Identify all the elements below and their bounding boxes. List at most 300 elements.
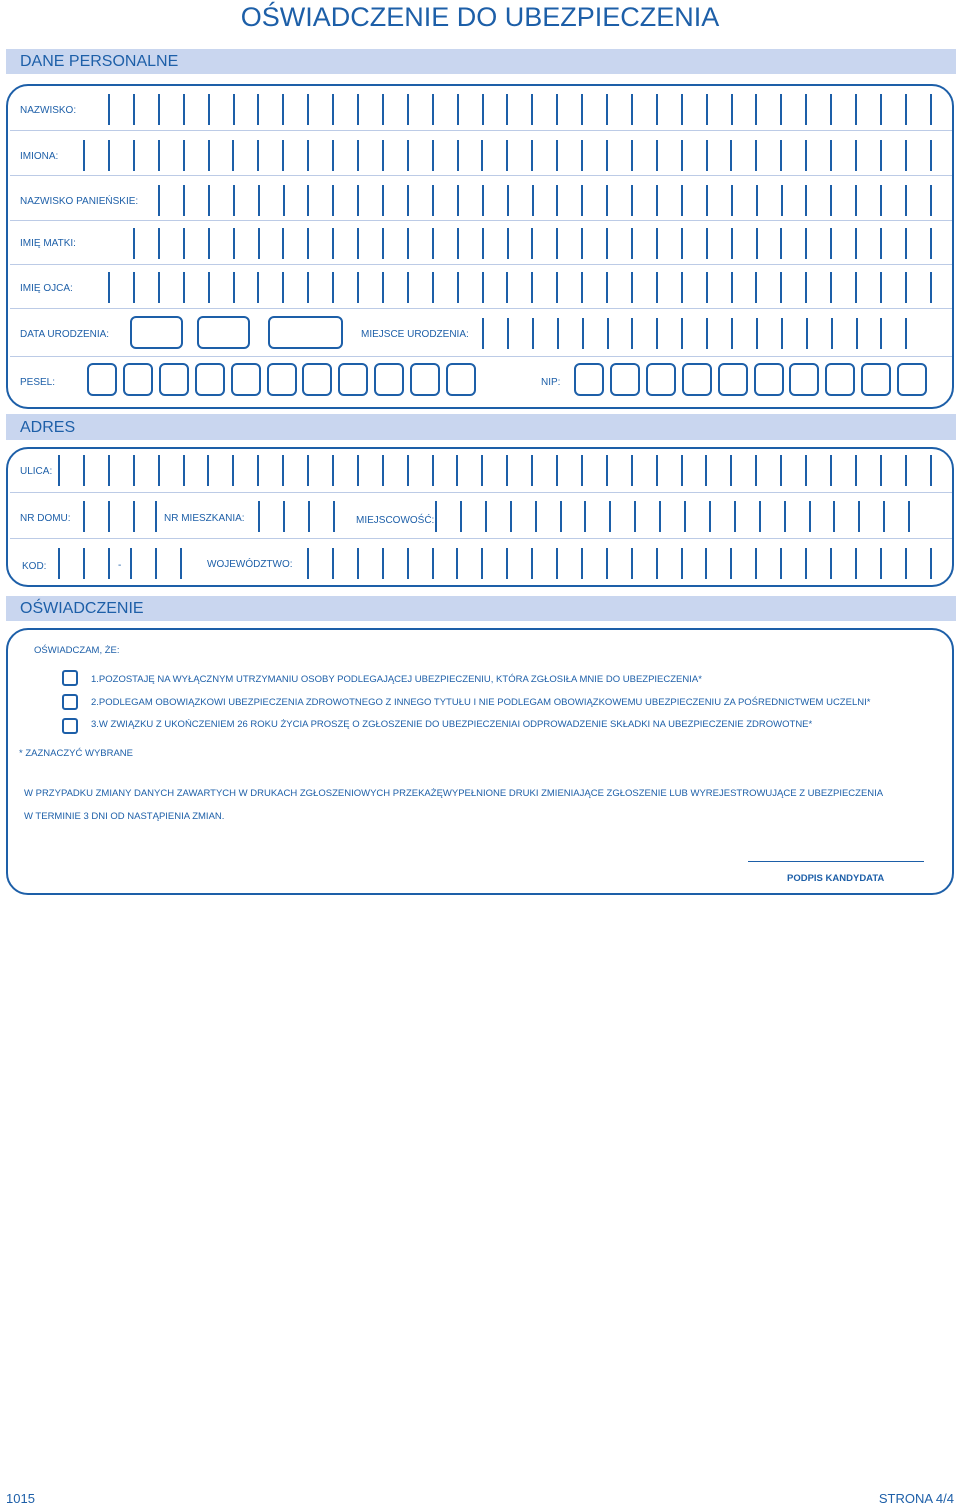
cell-divider [581,228,583,259]
cell-divider [357,548,359,579]
cell-divider [755,94,757,125]
cell-divider [130,548,132,579]
cell-divider [681,318,683,349]
digit-box[interactable] [610,363,640,396]
cell-divider [482,272,484,303]
cell-divider [233,272,235,303]
cell-divider [556,94,558,125]
cell-divider [805,455,807,486]
cell-divider [805,228,807,259]
cell-divider [830,272,832,303]
digit-box[interactable] [231,363,261,396]
declaration-intro: OŚWIADCZAM, ŻE: [34,645,120,656]
cell-divider [133,272,135,303]
cell-divider [880,94,882,125]
digit-box[interactable] [87,363,117,396]
cell-divider [307,185,309,216]
cell-divider [734,501,736,532]
cell-divider [482,94,484,125]
cell-divider [659,501,661,532]
cell-divider [731,318,733,349]
cell-divider [357,272,359,303]
cell-divider [656,318,658,349]
cell-divider [684,501,686,532]
cell-divider [880,318,882,349]
declaration-panel [6,628,954,895]
nip-label: NIP: [541,377,561,388]
cell-divider [631,185,633,216]
digit-box[interactable] [789,363,819,396]
cell-divider [332,94,334,125]
cell-divider [108,94,110,125]
cell-divider [581,140,583,171]
cell-divider [83,548,85,579]
cell-divider [531,228,533,259]
digit-box[interactable] [754,363,784,396]
page-title: OŚWIADCZENIE DO UBEZPIECZENIA [240,2,720,32]
cell-divider [357,228,359,259]
footnote: * ZAZNACZYĆ WYBRANE [19,748,134,759]
cell-divider [307,94,309,125]
voivodeship-label: WOJEWÓDZTWO: [207,559,293,570]
cell-divider [407,94,409,125]
cell-divider [481,455,483,486]
cell-divider [709,501,711,532]
cell-divider [83,140,85,171]
cell-divider [457,272,459,303]
cell-divider [531,272,533,303]
cell-divider [705,548,707,579]
cell-divider [755,548,757,579]
cell-divider [681,94,683,125]
cell-divider [755,455,757,486]
digit-box[interactable] [861,363,891,396]
cell-divider [581,94,583,125]
cell-divider [158,455,160,486]
separator [10,492,952,493]
cell-divider [880,228,882,259]
cell-divider [556,455,558,486]
cell-divider [656,140,658,171]
cell-divider [830,548,832,579]
father-name-label: IMIĘ OJCA: [20,283,73,294]
cell-divider [681,185,683,216]
cell-divider [780,94,782,125]
cell-divider [607,318,609,349]
cell-divider [606,455,608,486]
cell-divider [631,318,633,349]
birth-day-box[interactable] [130,316,183,349]
cell-divider [456,455,458,486]
cell-divider [930,228,932,259]
cell-divider [880,272,882,303]
cell-divider [432,94,434,125]
cell-divider [606,548,608,579]
cell-divider [155,548,157,579]
cell-divider [283,185,285,216]
cell-divider [809,501,811,532]
cell-divider [880,185,882,216]
cell-divider [133,140,135,171]
digit-box[interactable] [682,363,712,396]
cell-divider [357,455,359,486]
surname-label: NAZWISKO: [20,105,77,116]
cell-divider [681,455,683,486]
cell-divider [432,272,434,303]
cell-divider [706,185,708,216]
section-header-declaration [6,596,956,621]
cell-divider [905,94,907,125]
cell-divider [756,185,758,216]
cell-divider [158,185,160,216]
cell-divider [407,455,409,486]
cell-divider [357,185,359,216]
address-panel [6,447,954,587]
cell-divider [606,228,608,259]
cell-divider [780,140,782,171]
cell-divider [133,228,135,259]
separator [10,356,952,357]
cell-divider [930,140,932,171]
birth-month-box[interactable] [197,316,250,349]
cell-divider [407,272,409,303]
section-title: ADRES [20,419,76,436]
option-3-label: 3.W ZWIĄZKU Z UKOŃCZENIEM 26 ROKU ŻYCIA PROSZĘ O ZGŁOSZENIE DO UBEZPIECZENIAI ODPROWADZENIE SKŁADKI NA UBEZPIECZENIE ZDROWOTNE* [91,719,813,730]
cell-divider [133,94,135,125]
cell-divider [332,140,334,171]
cell-divider [208,94,210,125]
digit-box[interactable] [159,363,189,396]
cell-divider [556,548,558,579]
cell-divider [485,501,487,532]
cell-divider [606,140,608,171]
cell-divider [556,185,558,216]
cell-divider [706,140,708,171]
cell-divider [905,228,907,259]
cell-divider [257,272,259,303]
cell-divider [557,318,559,349]
digit-box[interactable] [718,363,748,396]
cell-divider [730,140,732,171]
cell-divider [855,94,857,125]
cell-divider [656,455,658,486]
notice-line-2: W TERMINIE 3 DNI OD NASTĄPIENIA ZMIAN. [24,811,225,822]
cell-divider [382,455,384,486]
separator [10,264,952,265]
option-1-checkbox[interactable] [62,670,78,686]
cell-divider [759,501,761,532]
cell-divider [282,455,284,486]
cell-divider [531,548,533,579]
section-title: OŚWIADCZENIE [20,600,144,617]
cell-divider [233,185,235,216]
separator [10,130,952,131]
cell-divider [780,228,782,259]
cell-divider [307,228,309,259]
cell-divider [606,94,608,125]
cell-divider [481,140,483,171]
cell-divider [805,548,807,579]
cell-divider [108,140,110,171]
cell-divider [258,228,260,259]
maiden-name-label: NAZWISKO PANIEŃSKIE: [20,196,139,207]
cell-divider [930,455,932,486]
cell-divider [730,548,732,579]
digit-box[interactable] [267,363,297,396]
cell-divider [435,501,437,532]
digit-box[interactable] [646,363,676,396]
section-title: DANE PERSONALNE [20,53,179,70]
cell-divider [930,94,932,125]
cell-divider [855,140,857,171]
digit-box[interactable] [338,363,368,396]
cell-divider [532,185,534,216]
signature-line[interactable] [748,861,924,862]
cell-divider [108,548,110,579]
cell-divider [856,318,858,349]
option-2-checkbox[interactable] [62,694,78,710]
cell-divider [407,185,409,216]
cell-divider [407,548,409,579]
cell-divider [506,94,508,125]
cell-divider [631,455,633,486]
cell-divider [507,228,509,259]
cell-divider [482,228,484,259]
cell-divider [332,455,334,486]
cell-divider [805,272,807,303]
cell-divider [257,455,259,486]
cell-divider [532,318,534,349]
cell-divider [482,318,484,349]
cell-divider [805,185,807,216]
cell-divider [656,185,658,216]
digit-box[interactable] [195,363,225,396]
cell-divider [830,185,832,216]
cell-divider [332,272,334,303]
cell-divider [730,455,732,486]
cell-divider [556,228,558,259]
cell-divider [457,94,459,125]
cell-divider [432,228,434,259]
cell-divider [257,140,259,171]
cell-divider [905,548,907,579]
digit-box[interactable] [302,363,332,396]
cell-divider [905,455,907,486]
cell-divider [806,318,808,349]
digit-box[interactable] [123,363,153,396]
cell-divider [407,140,409,171]
cell-divider [880,140,882,171]
birth-place-label: MIEJSCE URODZENIA: [361,329,469,340]
cell-divider [880,548,882,579]
cell-divider [282,228,284,259]
cell-divider [755,140,757,171]
cell-divider [133,501,135,532]
cell-divider [158,228,160,259]
cell-divider [855,272,857,303]
separator-tick [155,501,157,532]
cell-divider [460,501,462,532]
street-label: ULICA: [20,466,53,477]
cell-divider [805,140,807,171]
cell-divider [581,455,583,486]
cell-divider [780,455,782,486]
cell-divider [780,548,782,579]
cell-divider [581,185,583,216]
cell-divider [830,94,832,125]
cell-divider [930,548,932,579]
cell-divider [556,272,558,303]
cell-divider [780,272,782,303]
cell-divider [307,140,309,171]
cell-divider [108,455,110,486]
digit-box[interactable] [446,363,476,396]
cell-divider [930,185,932,216]
digit-box[interactable] [374,363,404,396]
flat-no-label: NR MIESZKANIA: [164,513,245,524]
cell-divider [531,455,533,486]
cell-divider [582,318,584,349]
digit-box[interactable] [574,363,604,396]
cell-divider [609,501,611,532]
cell-divider [883,501,885,532]
cell-divider [332,548,334,579]
cell-divider [382,548,384,579]
cell-divider [631,548,633,579]
form-code: 1015 [6,1491,35,1506]
cell-divider [631,140,633,171]
cell-divider [510,501,512,532]
cell-divider [581,548,583,579]
cell-divider [681,272,683,303]
cell-divider [208,140,210,171]
cell-divider [183,455,185,486]
cell-divider [531,140,533,171]
cell-divider [258,501,260,532]
cell-divider [706,228,708,259]
cell-divider [382,185,384,216]
cell-divider [781,318,783,349]
cell-divider [208,272,210,303]
cell-divider [506,272,508,303]
signature-label: PODPIS KANDYDATA [787,873,885,884]
section-header-personal [6,49,956,74]
cell-divider [233,94,235,125]
cell-divider [855,185,857,216]
cell-divider [784,501,786,532]
cell-divider [731,185,733,216]
cell-divider [183,140,185,171]
cell-divider [158,272,160,303]
cell-divider [905,185,907,216]
cell-divider [233,228,235,259]
digit-box[interactable] [897,363,927,396]
cell-divider [332,185,334,216]
cell-divider [556,140,558,171]
cell-divider [283,501,285,532]
mother-name-label: IMIĘ MATKI: [20,238,76,249]
cell-divider [208,185,210,216]
cell-divider [282,272,284,303]
cell-divider [805,94,807,125]
cell-divider [880,455,882,486]
cell-divider [584,501,586,532]
cell-divider [382,140,384,171]
cell-divider [681,140,683,171]
cell-divider [307,455,309,486]
cell-divider [481,548,483,579]
cell-divider [631,94,633,125]
cell-divider [581,272,583,303]
cell-divider [531,94,533,125]
cell-divider [506,548,508,579]
cell-divider [908,501,910,532]
cell-divider [158,94,160,125]
personal-data-panel [6,84,954,409]
birth-date-label: DATA URODZENIA: [20,329,110,340]
cell-divider [257,94,259,125]
cell-divider [482,185,484,216]
cell-divider [705,455,707,486]
birth-year-box[interactable] [268,316,343,349]
cell-divider [432,548,434,579]
postal-code-label: KOD: [22,561,47,572]
cell-divider [507,318,509,349]
names-label: IMIONA: [20,151,59,162]
cell-divider [357,94,359,125]
section-header-address [6,414,956,440]
cell-divider [560,501,562,532]
cell-divider [208,228,210,259]
cell-divider [357,140,359,171]
cell-divider [108,272,110,303]
cell-divider [457,140,459,171]
cell-divider [432,455,434,486]
cell-divider [108,501,110,532]
cell-divider [183,272,185,303]
option-3-checkbox[interactable] [62,718,78,734]
cell-divider [905,318,907,349]
cell-divider [432,140,434,171]
cell-divider [631,228,633,259]
cell-divider [656,548,658,579]
postal-code-dash: - [118,560,122,571]
digit-box[interactable] [825,363,855,396]
pesel-label: PESEL: [20,377,56,388]
option-2-label: 2.PODLEGAM OBOWIĄZKOWI UBEZPIECZENIA ZDROWOTNEGO Z INNEGO TYTUŁU I NIE PODLEGAM OBOWIĄZKOWEMU UBEZPIECZENIU ZA POŚREDNICTWEM UCZELNI* [91,697,871,708]
cell-divider [307,272,309,303]
cell-divider [606,185,608,216]
cell-divider [634,501,636,532]
cell-divider [183,228,185,259]
cell-divider [706,94,708,125]
cell-divider [456,548,458,579]
option-1-label: 1.POZOSTAJĘ NA WYŁĄCZNYM UTRZYMANIU OSOBY PODLEGAJĄCEJ UBEZPIECZENIU, KTÓRA ZGŁOSIŁA MNIE DO UBEZPIECZENIA* [91,674,702,685]
cell-divider [731,272,733,303]
cell-divider [457,185,459,216]
cell-divider [681,228,683,259]
digit-box[interactable] [410,363,440,396]
cell-divider [307,548,309,579]
cell-divider [855,455,857,486]
cell-divider [282,94,284,125]
cell-divider [681,548,683,579]
page-number: STRONA 4/4 [878,1491,954,1506]
cell-divider [382,94,384,125]
cell-divider [858,501,860,532]
cell-divider [506,140,508,171]
cell-divider [656,272,658,303]
